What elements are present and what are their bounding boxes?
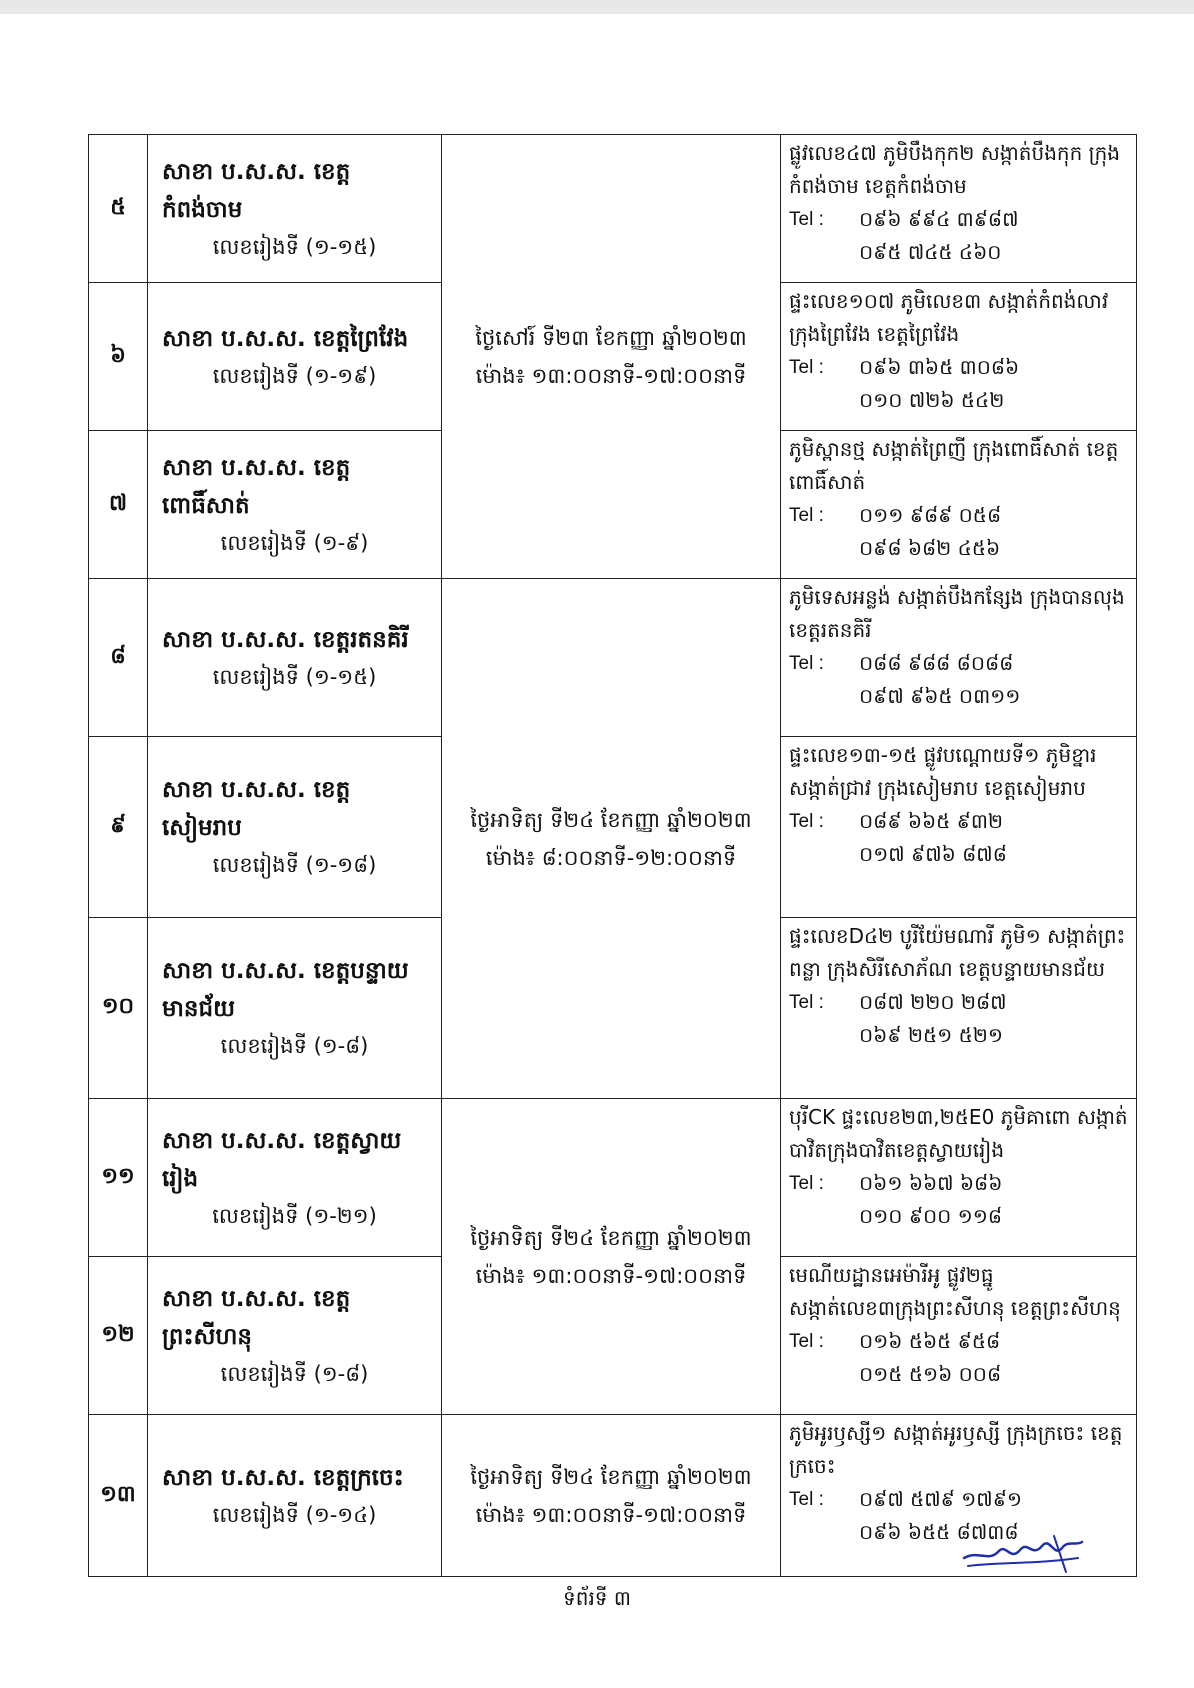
schedule-date: ថ្ងៃអាទិត្យ ទី២៤ ខែកញ្ញា ឆ្នាំ២០២៣ bbox=[470, 1225, 752, 1250]
address-cell bbox=[781, 135, 1137, 283]
branch-cell bbox=[148, 431, 442, 579]
address-text: ផ្លូវលេខ៤៧ ភូមិបឹងកុក២ សង្កាត់បឹងកុក ក្រុងកំពង់ចាម ខេត្តកំពង់ចាម bbox=[789, 141, 1120, 198]
tel-label: Tel : bbox=[789, 1331, 824, 1352]
address-cell bbox=[781, 431, 1137, 579]
schedule-time: ម៉ោង៖ ៨:០០នាទី-១២:០០នាទី bbox=[485, 845, 737, 870]
row-number: ១៣ bbox=[89, 1415, 148, 1577]
branch-cell bbox=[148, 1257, 442, 1415]
phone-secondary: ០៦៩ ២៥១ ៥២១ bbox=[859, 1023, 1004, 1047]
address-text: មេណីយដ្ឋានអេម៉ារីអូ ផ្លូវ២ធ្នូ សង្កាត់លេខ៣ក្រុងព្រះសីហនុ ខេត្តព្រះសីហនុ bbox=[789, 1263, 1121, 1320]
address-text: ភូមិស្ពានថ្ម សង្កាត់ព្រៃញី ក្រុងពោធិ៍សាត់ ខេត្តពោធិ៍សាត់ bbox=[789, 437, 1119, 494]
phone-secondary: ០៩៥ ៧៤៥ ៤៦០ bbox=[859, 240, 1002, 264]
branch-name: សាខា ប.ស.ស. ខេត្តស្វាយរៀង bbox=[162, 1127, 402, 1192]
tel-label: Tel : bbox=[789, 653, 824, 674]
branch-name: សាខា ប.ស.ស. ខេត្តកំពង់ចាម bbox=[162, 158, 351, 223]
branch-cell bbox=[148, 135, 442, 283]
branch-cell bbox=[148, 737, 442, 918]
address-cell bbox=[781, 579, 1137, 737]
schedule-cell bbox=[442, 579, 781, 1099]
phone-primary: ០៨៨ ៩៨៨ ៨០៨៨ bbox=[859, 651, 1014, 675]
schedule-cell bbox=[442, 1415, 781, 1577]
row-number: ៨ bbox=[89, 579, 148, 737]
tel-label: Tel : bbox=[789, 505, 824, 526]
schedule-date: ថ្ងៃអាទិត្យ ទី២៤ ខែកញ្ញា ឆ្នាំ២០២៣ bbox=[470, 1464, 752, 1489]
row-number: ៧ bbox=[89, 431, 148, 579]
address-cell bbox=[781, 1099, 1137, 1257]
address-text: ភូមិអូរឫស្សី១ សង្កាត់អូរឫស្សី ក្រុងក្រចេះ ខេត្តក្រចេះ bbox=[789, 1421, 1123, 1478]
branch-name: សាខា ប.ស.ស. ខេត្តក្រចេះ bbox=[162, 1464, 404, 1491]
phone-primary: ០៨៧ ២២០ ២៨៧ bbox=[859, 990, 1007, 1014]
queue-range: លេខរៀងទី (១-១៥) bbox=[212, 664, 377, 689]
address-text: ផ្ទះលេខ១៣-១៥ ផ្លូវបណ្ដោយទី១ ភូមិខ្នារ សង្កាត់ជ្រាវ ក្រុងសៀមរាប ខេត្តសៀមរាប bbox=[789, 743, 1097, 800]
schedule-time: ម៉ោង៖ ១៣:០០នាទី-១៧:០០នាទី bbox=[475, 363, 747, 388]
address-text: ផ្ទះលេខD៤២ បូរីយ៉ែមណារី ភូមិ១ សង្កាត់ព្រះពន្លា ក្រុងសិរីសោភ័ណ ខេត្តបន្ទាយមានជ័យ bbox=[789, 924, 1126, 981]
phone-primary: ០៨៩ ៦៦៥ ៩៣២ bbox=[859, 809, 1004, 833]
branch-name: សាខា ប.ស.ស. ខេត្តសៀមរាប bbox=[162, 777, 351, 841]
schedule-time: ម៉ោង៖ ១៣:០០នាទី-១៧:០០នាទី bbox=[475, 1502, 747, 1527]
schedule-cell bbox=[442, 135, 781, 579]
table-row bbox=[89, 135, 1137, 283]
branch-name: សាខា ប.ស.ស. ខេត្តរតនគិរី bbox=[162, 626, 409, 653]
tel-label: Tel : bbox=[789, 1489, 824, 1510]
phone-primary: ០៩៦ ៣៦៥ ៣០៨៦ bbox=[859, 355, 1020, 379]
phone-secondary: ០៩៧ ៩៦៥ ០៣១១ bbox=[859, 684, 1021, 708]
address-cell bbox=[781, 918, 1137, 1099]
page-number: ទំព័រទី ៣ bbox=[563, 1586, 631, 1610]
address-text: ភូមិទេសអន្លង់ សង្កាត់បឹងកន្សែង ក្រុងបានលុង ខេត្តរតនគិរី bbox=[789, 585, 1125, 642]
tel-label: Tel : bbox=[789, 357, 824, 378]
row-number: ១០ bbox=[89, 918, 148, 1099]
branch-cell bbox=[148, 918, 442, 1099]
queue-range: លេខរៀងទី (១-៨) bbox=[220, 1361, 369, 1386]
phone-secondary: ០១៧ ៩៧៦ ៨៧៨ bbox=[859, 842, 1007, 866]
branch-name: សាខា ប.ស.ស. ខេត្តព្រះសីហនុ bbox=[162, 1285, 351, 1350]
queue-range: លេខរៀងទី (១-៨) bbox=[220, 1034, 369, 1058]
phone-secondary: ០៩៨ ៦៨២ ៤៥៦ bbox=[859, 536, 1001, 560]
queue-range: លេខរៀងទី (១-១៩) bbox=[212, 363, 377, 388]
branch-name: សាខា ប.ស.ស. ខេត្តបន្ទាយមានជ័យ bbox=[162, 958, 409, 1022]
row-number: ១១ bbox=[89, 1099, 148, 1257]
branch-cell bbox=[148, 579, 442, 737]
branch-cell bbox=[148, 283, 442, 431]
queue-range: លេខរៀងទី (១-១៨) bbox=[212, 853, 377, 877]
address-cell bbox=[781, 283, 1137, 431]
phone-secondary: ០១០ ៧២៦ ៥៤២ bbox=[859, 388, 1005, 412]
row-number: ៥ bbox=[89, 135, 148, 283]
address-cell bbox=[781, 1257, 1137, 1415]
address-text: បុរីCK ផ្ទះលេខ២៣,២៥E0 ភូមិគាពោ សង្កាត់បាវិតក្រុងបាវិតខេត្តស្វាយរៀង bbox=[789, 1105, 1128, 1162]
row-number: ១២ bbox=[89, 1257, 148, 1415]
branch-name: សាខា ប.ស.ស. ខេត្តព្រៃវែង bbox=[162, 325, 409, 352]
phone-secondary: ០១៥ ៥១៦ ០០៨ bbox=[859, 1362, 1002, 1386]
queue-range: លេខរៀងទី (១-១៤) bbox=[212, 1502, 377, 1527]
schedule-time: ម៉ោង៖ ១៣:០០នាទី-១៧:០០នាទី bbox=[475, 1263, 747, 1288]
tel-label: Tel : bbox=[789, 811, 824, 832]
phone-primary: ០១៦ ៥៦៥ ៩៥៨ bbox=[859, 1329, 1001, 1353]
address-cell bbox=[781, 737, 1137, 918]
branch-name: សាខា ប.ស.ស. ខេត្តពោធិ៍សាត់ bbox=[162, 454, 351, 519]
row-number: ៦ bbox=[89, 283, 148, 431]
address-text: ផ្ទះលេខ១០៧ ភូមិលេខ៣ សង្កាត់កំពង់លាវ ក្រុងព្រៃវែង ខេត្តព្រៃវែង bbox=[789, 289, 1109, 346]
schedule-table bbox=[88, 134, 1137, 1577]
schedule-date: ថ្ងៃអាទិត្យ ទី២៤ ខែកញ្ញា ឆ្នាំ២០២៣ bbox=[470, 807, 752, 832]
queue-range: លេខរៀងទី (១-៩) bbox=[220, 530, 369, 555]
phone-primary: ០៦១ ៦៦៧ ៦៨៦ bbox=[859, 1171, 1003, 1195]
queue-range: លេខរៀងទី (១-១៥) bbox=[212, 234, 377, 259]
signature-mark bbox=[958, 1528, 1088, 1580]
phone-secondary: ០១០ ៩០០ ១១៨ bbox=[859, 1204, 1003, 1228]
row-number: ៩ bbox=[89, 737, 148, 918]
branch-cell bbox=[148, 1415, 442, 1577]
tel-label: Tel : bbox=[789, 1173, 824, 1194]
page-edge bbox=[0, 0, 1194, 14]
phone-primary: ០៩៦ ៩៩៤ ៣៩៨៧ bbox=[859, 207, 1019, 231]
table-row bbox=[89, 579, 1137, 737]
schedule-date: ថ្ងៃសៅរ៍ ទី២៣ ខែកញ្ញា ឆ្នាំ២០២៣ bbox=[475, 325, 747, 350]
branch-cell bbox=[148, 1099, 442, 1257]
phone-primary: ០៩៧ ៥៧៩ ១៧៩១ bbox=[859, 1487, 1023, 1511]
tel-label: Tel : bbox=[789, 209, 824, 230]
phone-secondary: ០៩៦ ៦៥៥ ៨៧៣៨ bbox=[859, 1520, 1019, 1544]
phone-primary: ០១១ ៩៨៩ ០៥៨ bbox=[859, 503, 1002, 527]
table-row bbox=[89, 1099, 1137, 1257]
queue-range: លេខរៀងទី (១-២១) bbox=[212, 1203, 377, 1228]
schedule-cell bbox=[442, 1099, 781, 1415]
tel-label: Tel : bbox=[789, 992, 824, 1013]
